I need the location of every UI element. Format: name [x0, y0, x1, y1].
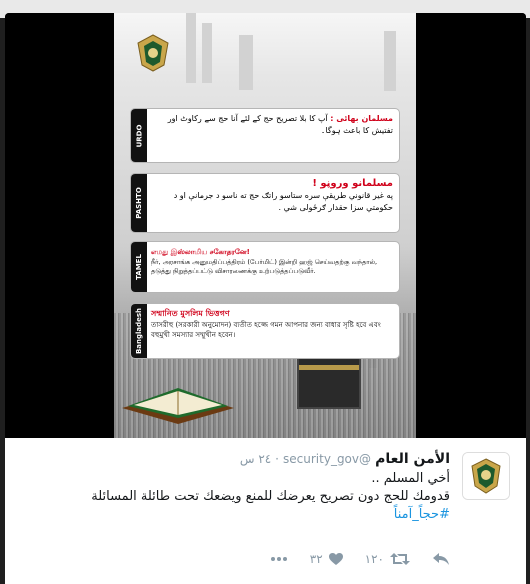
card-heading: எமது இஸ்லாமிய சகோதரனே!	[151, 248, 250, 256]
card-body: তাসরীহু (সরকারী অনুমোদন) ব্যতীত হজ্জে গমন আপনার জন্য বাধার সৃষ্টি হবে এবং বহুমুখী সমস্যার সম্মুখীন হবেন।	[151, 321, 381, 339]
reply-icon	[432, 552, 450, 566]
account-name[interactable]: الأمن العام	[375, 451, 450, 467]
card-tab: URDO	[131, 109, 147, 162]
card-body: நீர், அரசாங்க அனுமதிப்பத்திரம் (பேர்மிட்) இன்றி ஹஜ் செய்வதற்கு வந்தால், தடுத்து நிறுத்தப்பட்டு விசாரணைக்கு உற்படுத்தப்படுவீர்.	[151, 258, 378, 275]
media-modal	[5, 13, 526, 584]
tamil-card	[130, 241, 400, 293]
card-tab: TAMEL	[131, 242, 147, 292]
urdu-card	[130, 108, 400, 163]
card-heading: সম্মানিত মুসলিম ভিত্তগণ	[151, 309, 230, 318]
avatar[interactable]	[462, 452, 510, 500]
account-handle[interactable]: @security_gov	[283, 452, 372, 466]
reply-button[interactable]	[432, 552, 450, 566]
retweet-count: ١٢٠	[364, 552, 384, 566]
tweet-time[interactable]: · ٢٤ س	[239, 452, 279, 466]
more-button[interactable]	[270, 556, 288, 562]
tweet-panel	[5, 438, 526, 584]
card-heading: مسلمانو وروڼو !	[312, 178, 393, 189]
tweet-header	[240, 451, 450, 467]
more-icon	[270, 556, 288, 562]
security-emblem-icon	[134, 33, 172, 73]
media-area[interactable]	[5, 13, 526, 438]
pashto-card	[130, 173, 400, 233]
like-button[interactable]	[310, 552, 343, 566]
poster-image	[114, 13, 416, 438]
card-heading: مسلمان بھائی :	[330, 114, 393, 123]
tweet-actions	[248, 552, 450, 566]
quran-illustration	[118, 378, 238, 426]
card-tab: PASHTO	[131, 174, 147, 232]
retweet-button[interactable]	[365, 552, 410, 566]
tweet-text	[30, 470, 450, 524]
kaaba-illustration	[299, 355, 359, 407]
retweet-icon	[390, 552, 410, 566]
hashtag-link[interactable]: #حجاً_آمناً	[393, 507, 450, 522]
bangla-card	[130, 303, 400, 359]
security-emblem-icon	[463, 453, 509, 499]
card-tab: Bangladesh	[131, 304, 147, 358]
tweet-line: أخي المسلم ..	[371, 471, 450, 486]
card-body: آپ کا بلا تصریح حج کے لئے آنا حج سے رکاوٹ اور تفتیش کا باعث ہوگا۔	[167, 114, 393, 135]
tweet-line: قدومك للحج دون تصريح يعرضك للمنع ويضعك تحت طائلة المسائلة	[91, 489, 450, 504]
heart-icon	[329, 553, 343, 566]
card-body: په غیر قانوني طریقې سره ستاسو راتګ حج ته ناسو د جرمانې او د حکومتي سزا حقدار ګرځولی شي .	[173, 191, 393, 212]
like-count: ٣٢	[309, 552, 323, 566]
